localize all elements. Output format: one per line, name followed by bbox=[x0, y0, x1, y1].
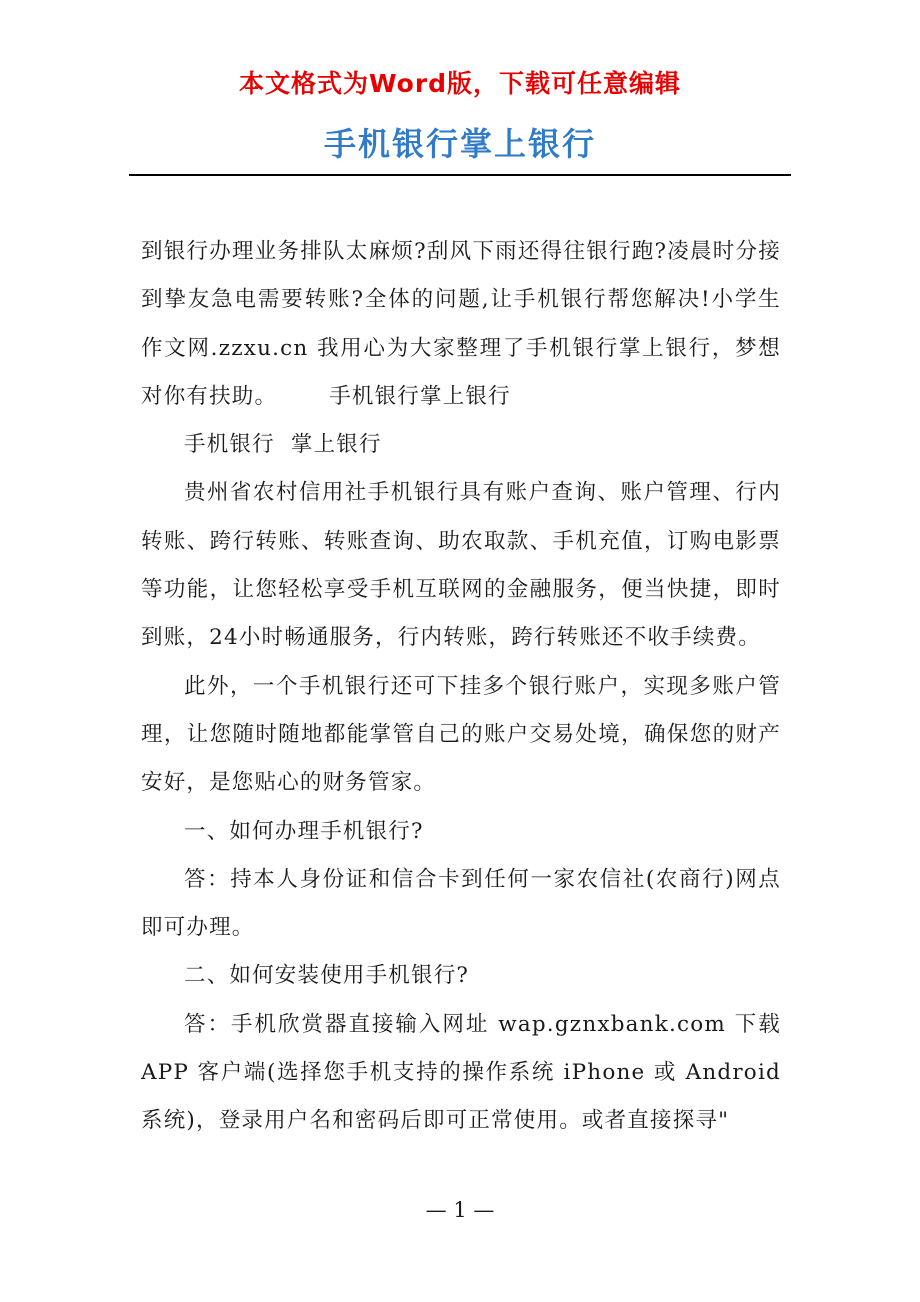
header-divider bbox=[129, 174, 791, 176]
document-title: 手机银行掌上银行 bbox=[323, 125, 596, 163]
intro-title-repeat: 手机银行掌上银行 bbox=[329, 383, 511, 409]
page-number: — 1 — bbox=[425, 1198, 495, 1222]
intro-text: 到银行办理业务排队太麻烦?刮风下雨还得往银行跑?凌晨时分接到挚友急电需要转账?全体的问题,让手机银行帮您解决!小学生作文网.zzxu.cn 我用心为大家整理了手机银行掌上银行，梦想对你有扶助。 bbox=[141, 239, 781, 409]
format-banner: 本文格式为Word版，下载可任意编辑 bbox=[238, 69, 682, 98]
question-1: 一、如何办理手机银行? bbox=[184, 818, 424, 844]
question-2: 二、如何安装使用手机银行? bbox=[184, 963, 470, 989]
document-body bbox=[141, 228, 781, 1146]
answer-1: 答：持本人身份证和信合卡到任何一家农信社(农商行)网点即可办理。 bbox=[141, 866, 781, 941]
answer-2: 答：手机欣赏器直接输入网址 wap.gznxbank.com 下载 APP 客户端(选择您手机支持的操作系统 iPhone 或 Android 系统)，登录用户名和密码后即可正常使用。或者直接探寻" bbox=[141, 1011, 781, 1134]
features-paragraph: 贵州省农村信用社手机银行具有账户查询、账户管理、行内转账、跨行转账、转账查询、助农取款、手机充值，订购电影票等功能，让您轻松享受手机互联网的金融服务，便当快捷，即时到账，24小时畅通服务，行内转账，跨行转账还不收手续费。 bbox=[141, 480, 781, 651]
multi-account-paragraph: 此外，一个手机银行还可下挂多个银行账户，实现多账户管理，让您随时随地都能掌管自己的账户交易处境，确保您的财产安好，是您贴心的财务管家。 bbox=[141, 673, 781, 796]
subtitle-paragraph: 手机银行 掌上银行 bbox=[184, 432, 382, 458]
intro-paragraph bbox=[141, 228, 781, 421]
